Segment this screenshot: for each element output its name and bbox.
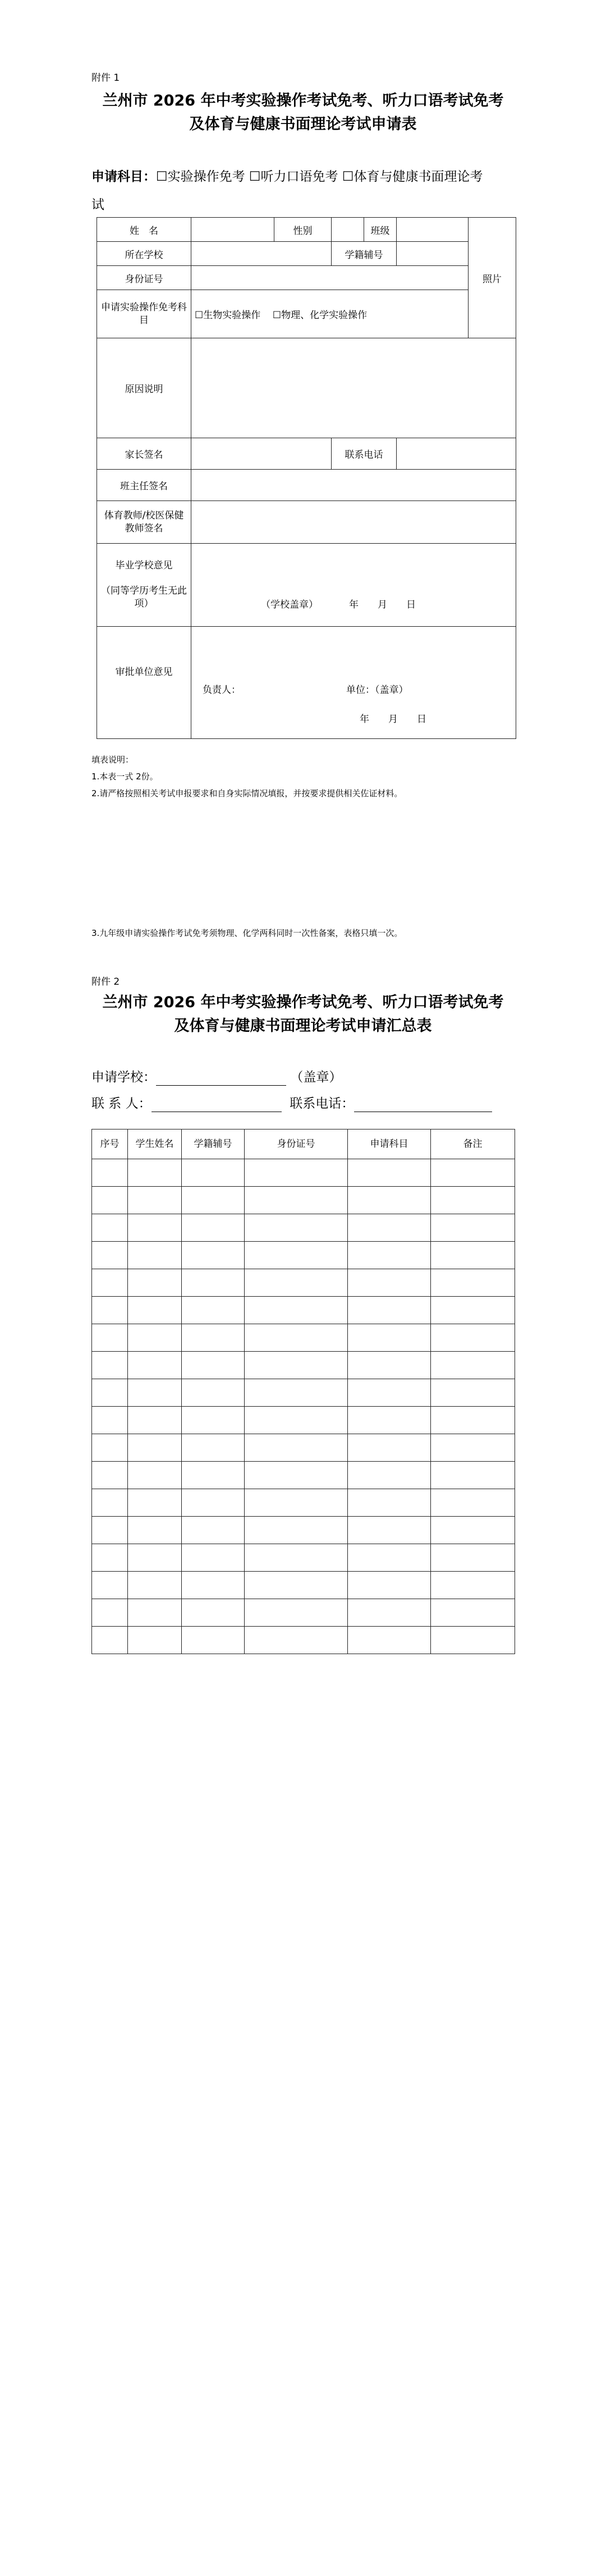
cell-seq[interactable] xyxy=(92,1297,128,1324)
table-row xyxy=(92,1214,515,1242)
parent-sign-field[interactable] xyxy=(191,438,332,470)
header-student-name: 学生姓名 xyxy=(128,1129,182,1159)
cell-reg-no[interactable] xyxy=(182,1269,245,1297)
attachment-2-label: 附件 2 xyxy=(91,976,120,988)
cell-seq[interactable] xyxy=(92,1324,128,1352)
header-subject: 申请科目 xyxy=(348,1129,431,1159)
cell-remarks[interactable] xyxy=(431,1242,515,1269)
cell-seq[interactable] xyxy=(92,1572,128,1599)
cell-seq[interactable] xyxy=(92,1407,128,1434)
table-row xyxy=(92,1544,515,1572)
cell-subject[interactable] xyxy=(348,1242,431,1269)
cell-id-no[interactable] xyxy=(245,1599,348,1627)
cell-id-no[interactable] xyxy=(245,1187,348,1214)
cell-student-name[interactable] xyxy=(128,1297,182,1324)
reason-field[interactable] xyxy=(191,338,516,438)
cell-remarks[interactable] xyxy=(431,1434,515,1462)
applicant-school-row xyxy=(91,1069,342,1086)
cell-remarks[interactable] xyxy=(431,1379,515,1407)
cell-reg-no[interactable] xyxy=(182,1544,245,1572)
responsible-text: 负责人： xyxy=(203,685,241,696)
school-label: 所在学校 xyxy=(97,242,191,266)
summary-title-line2: 及体育与健康书面理论考试申请汇总表 xyxy=(174,1017,432,1035)
cell-subject[interactable] xyxy=(348,1517,431,1544)
cell-seq[interactable] xyxy=(92,1517,128,1544)
class-field[interactable] xyxy=(397,218,469,242)
cell-subject[interactable] xyxy=(348,1379,431,1407)
cell-reg-no[interactable] xyxy=(182,1462,245,1489)
cell-reg-no[interactable] xyxy=(182,1407,245,1434)
cell-id-no[interactable] xyxy=(245,1269,348,1297)
cell-seq[interactable] xyxy=(92,1187,128,1214)
cell-remarks[interactable] xyxy=(431,1517,515,1544)
phone-input-line[interactable] xyxy=(354,1097,492,1112)
table-row xyxy=(92,1489,515,1517)
seal-label: （盖章） xyxy=(290,1070,342,1085)
cell-id-no[interactable] xyxy=(245,1627,348,1654)
cell-reg-no[interactable] xyxy=(182,1489,245,1517)
school-field[interactable] xyxy=(191,242,332,266)
reg-no-label: 学籍辅号 xyxy=(332,242,397,266)
cell-seq[interactable] xyxy=(92,1214,128,1242)
cell-seq[interactable] xyxy=(92,1269,128,1297)
cell-student-name[interactable] xyxy=(128,1517,182,1544)
cell-seq[interactable] xyxy=(92,1544,128,1572)
cell-student-name[interactable] xyxy=(128,1572,182,1599)
header-seq: 序号 xyxy=(92,1129,128,1159)
cell-reg-no[interactable] xyxy=(182,1324,245,1352)
subject-selection xyxy=(91,168,483,185)
cell-remarks[interactable] xyxy=(431,1407,515,1434)
exam-subject-options xyxy=(191,290,469,338)
cell-subject[interactable] xyxy=(348,1462,431,1489)
cell-student-name[interactable] xyxy=(128,1269,182,1297)
cell-id-no[interactable] xyxy=(245,1544,348,1572)
cell-subject[interactable] xyxy=(348,1489,431,1517)
cell-seq[interactable] xyxy=(92,1352,128,1379)
table-row xyxy=(92,1242,515,1269)
school-opinion-field[interactable] xyxy=(191,544,516,627)
table-row xyxy=(92,1572,515,1599)
summary-header-row xyxy=(92,1129,515,1159)
cell-subject[interactable] xyxy=(348,1159,431,1187)
approval-opinion-label: 审批单位意见 xyxy=(97,627,191,739)
table-row xyxy=(92,1462,515,1489)
school-date-text: 年 月 日 xyxy=(349,599,416,610)
cell-remarks[interactable] xyxy=(431,1599,515,1627)
pe-sign-field[interactable] xyxy=(191,501,516,544)
cell-seq[interactable] xyxy=(92,1434,128,1462)
school-input-line[interactable] xyxy=(156,1071,286,1086)
cell-id-no[interactable] xyxy=(245,1324,348,1352)
pe-sign-label: 体育教师/校医保健教师签名 xyxy=(97,501,191,544)
school-label: 申请学校： xyxy=(91,1070,156,1085)
cell-remarks[interactable] xyxy=(431,1572,515,1599)
cell-id-no[interactable] xyxy=(245,1462,348,1489)
subject-options-wrap: 试 xyxy=(91,198,104,212)
cell-subject[interactable] xyxy=(348,1407,431,1434)
header-id-no: 身份证号 xyxy=(245,1129,348,1159)
cell-id-no[interactable] xyxy=(245,1242,348,1269)
cell-subject[interactable] xyxy=(348,1187,431,1214)
reason-label: 原因说明 xyxy=(97,338,191,438)
cell-subject[interactable] xyxy=(348,1269,431,1297)
cell-remarks[interactable] xyxy=(431,1352,515,1379)
name-label: 姓 名 xyxy=(97,218,191,242)
teacher-sign-field[interactable] xyxy=(191,470,516,501)
cell-reg-no[interactable] xyxy=(182,1434,245,1462)
cell-remarks[interactable] xyxy=(431,1544,515,1572)
cell-remarks[interactable] xyxy=(431,1489,515,1517)
cell-remarks[interactable] xyxy=(431,1269,515,1297)
cell-subject[interactable] xyxy=(348,1352,431,1379)
cell-reg-no[interactable] xyxy=(182,1599,245,1627)
cell-seq[interactable] xyxy=(92,1159,128,1187)
contact-row xyxy=(91,1095,492,1112)
cell-remarks[interactable] xyxy=(431,1187,515,1214)
table-row xyxy=(92,1517,515,1544)
table-row xyxy=(92,1379,515,1407)
cell-subject[interactable] xyxy=(348,1297,431,1324)
cell-id-no[interactable] xyxy=(245,1159,348,1187)
cell-student-name[interactable] xyxy=(128,1627,182,1654)
subject-label: 申请科目： xyxy=(91,169,156,184)
cell-reg-no[interactable] xyxy=(182,1297,245,1324)
cell-student-name[interactable] xyxy=(128,1324,182,1352)
phys-chem-option[interactable]: ☐物理、化学实验操作 xyxy=(272,310,368,321)
cell-subject[interactable] xyxy=(348,1572,431,1599)
note-3: 3.九年级申请实验操作考试免考须物理、化学两科同时一次性备案，表格只填一次。 xyxy=(91,928,403,938)
cell-id-no[interactable] xyxy=(245,1407,348,1434)
cell-student-name[interactable] xyxy=(128,1352,182,1379)
form-title-line1: 兰州市 2026 年中考实验操作考试免考、听力口语考试免考 xyxy=(102,92,504,109)
reg-no-field[interactable] xyxy=(397,242,469,266)
table-row xyxy=(92,1434,515,1462)
table-row xyxy=(92,1297,515,1324)
cell-remarks[interactable] xyxy=(431,1462,515,1489)
cell-student-name[interactable] xyxy=(128,1379,182,1407)
id-no-label: 身份证号 xyxy=(97,266,191,290)
cell-student-name[interactable] xyxy=(128,1434,182,1462)
cell-student-name[interactable] xyxy=(128,1462,182,1489)
cell-seq[interactable] xyxy=(92,1599,128,1627)
cell-student-name[interactable] xyxy=(128,1407,182,1434)
cell-student-name[interactable] xyxy=(128,1159,182,1187)
parent-sign-label: 家长签名 xyxy=(97,438,191,470)
header-reg-no: 学籍辅号 xyxy=(182,1129,245,1159)
cell-remarks[interactable] xyxy=(431,1214,515,1242)
cell-reg-no[interactable] xyxy=(182,1352,245,1379)
subject-options[interactable]: ☐实验操作免考 ☐听力口语免考 ☐体育与健康书面理论考 xyxy=(156,169,483,184)
phone-label: 联系电话： xyxy=(290,1096,355,1111)
header-remarks: 备注 xyxy=(431,1129,515,1159)
approval-date-text: 年 月 日 xyxy=(360,714,426,725)
cell-reg-no[interactable] xyxy=(182,1379,245,1407)
school-opinion-note: （同等学历考生无此项） xyxy=(101,585,187,609)
teacher-sign-label: 班主任签名 xyxy=(97,470,191,501)
school-seal-text: （学校盖章） xyxy=(261,599,318,610)
biology-option[interactable]: ☐生物实验操作 xyxy=(195,310,261,321)
table-row xyxy=(92,1159,515,1187)
table-row xyxy=(92,1352,515,1379)
notes-heading: 填表说明： xyxy=(91,755,134,765)
cell-id-no[interactable] xyxy=(245,1489,348,1517)
cell-student-name[interactable] xyxy=(128,1242,182,1269)
table-row xyxy=(92,1269,515,1297)
id-no-field[interactable] xyxy=(191,266,469,290)
contact-label: 联 系 人： xyxy=(91,1096,152,1111)
gender-label: 性别 xyxy=(274,218,332,242)
cell-student-name[interactable] xyxy=(128,1489,182,1517)
cell-subject[interactable] xyxy=(348,1599,431,1627)
cell-id-no[interactable] xyxy=(245,1352,348,1379)
cell-seq[interactable] xyxy=(92,1242,128,1269)
cell-subject[interactable] xyxy=(348,1434,431,1462)
cell-reg-no[interactable] xyxy=(182,1242,245,1269)
school-opinion-label: 毕业学校意见 xyxy=(115,560,173,571)
form-title-line2: 及体育与健康书面理论考试申请表 xyxy=(189,116,417,133)
phone-label: 联系电话 xyxy=(332,438,397,470)
cell-remarks[interactable] xyxy=(431,1297,515,1324)
cell-seq[interactable] xyxy=(92,1462,128,1489)
note-2: 2.请严格按照相关考试申报要求和自身实际情况填报，并按要求提供相关佐证材料。 xyxy=(91,788,403,798)
cell-reg-no[interactable] xyxy=(182,1572,245,1599)
cell-id-no[interactable] xyxy=(245,1572,348,1599)
summary-title-line1: 兰州市 2026 年中考实验操作考试免考、听力口语考试免考 xyxy=(102,994,504,1011)
cell-reg-no[interactable] xyxy=(182,1187,245,1214)
cell-id-no[interactable] xyxy=(245,1214,348,1242)
cell-seq[interactable] xyxy=(92,1627,128,1654)
school-opinion-cell xyxy=(97,544,191,627)
cell-remarks[interactable] xyxy=(431,1159,515,1187)
table-row xyxy=(92,1599,515,1627)
cell-id-no[interactable] xyxy=(245,1297,348,1324)
photo-cell[interactable]: 照片 xyxy=(469,218,516,338)
summary-table xyxy=(91,1129,515,1654)
cell-student-name[interactable] xyxy=(128,1599,182,1627)
approval-opinion-field[interactable] xyxy=(191,627,516,739)
cell-remarks[interactable] xyxy=(431,1627,515,1654)
attachment-1-label: 附件 1 xyxy=(91,72,120,84)
cell-student-name[interactable] xyxy=(128,1187,182,1214)
exam-subject-label: 申请实验操作免考科目 xyxy=(97,290,191,338)
phone-field[interactable] xyxy=(397,438,516,470)
table-row xyxy=(92,1187,515,1214)
unit-seal-text: 单位：（盖章） xyxy=(346,685,408,696)
class-label: 班级 xyxy=(364,218,397,242)
cell-id-no[interactable] xyxy=(245,1517,348,1544)
gender-field[interactable] xyxy=(332,218,364,242)
cell-id-no[interactable] xyxy=(245,1434,348,1462)
cell-reg-no[interactable] xyxy=(182,1627,245,1654)
cell-reg-no[interactable] xyxy=(182,1159,245,1187)
application-form-table xyxy=(97,217,516,739)
cell-subject[interactable] xyxy=(348,1544,431,1572)
table-row xyxy=(92,1627,515,1654)
name-field[interactable] xyxy=(191,218,274,242)
contact-input-line[interactable] xyxy=(152,1097,282,1112)
cell-subject[interactable] xyxy=(348,1214,431,1242)
cell-seq[interactable] xyxy=(92,1489,128,1517)
note-1: 1.本表一式 2份。 xyxy=(91,772,158,782)
cell-id-no[interactable] xyxy=(245,1379,348,1407)
table-row xyxy=(92,1407,515,1434)
cell-student-name[interactable] xyxy=(128,1214,182,1242)
cell-seq[interactable] xyxy=(92,1379,128,1407)
cell-student-name[interactable] xyxy=(128,1544,182,1572)
cell-subject[interactable] xyxy=(348,1324,431,1352)
cell-subject[interactable] xyxy=(348,1627,431,1654)
cell-reg-no[interactable] xyxy=(182,1517,245,1544)
cell-remarks[interactable] xyxy=(431,1324,515,1352)
cell-reg-no[interactable] xyxy=(182,1214,245,1242)
table-row xyxy=(92,1324,515,1352)
